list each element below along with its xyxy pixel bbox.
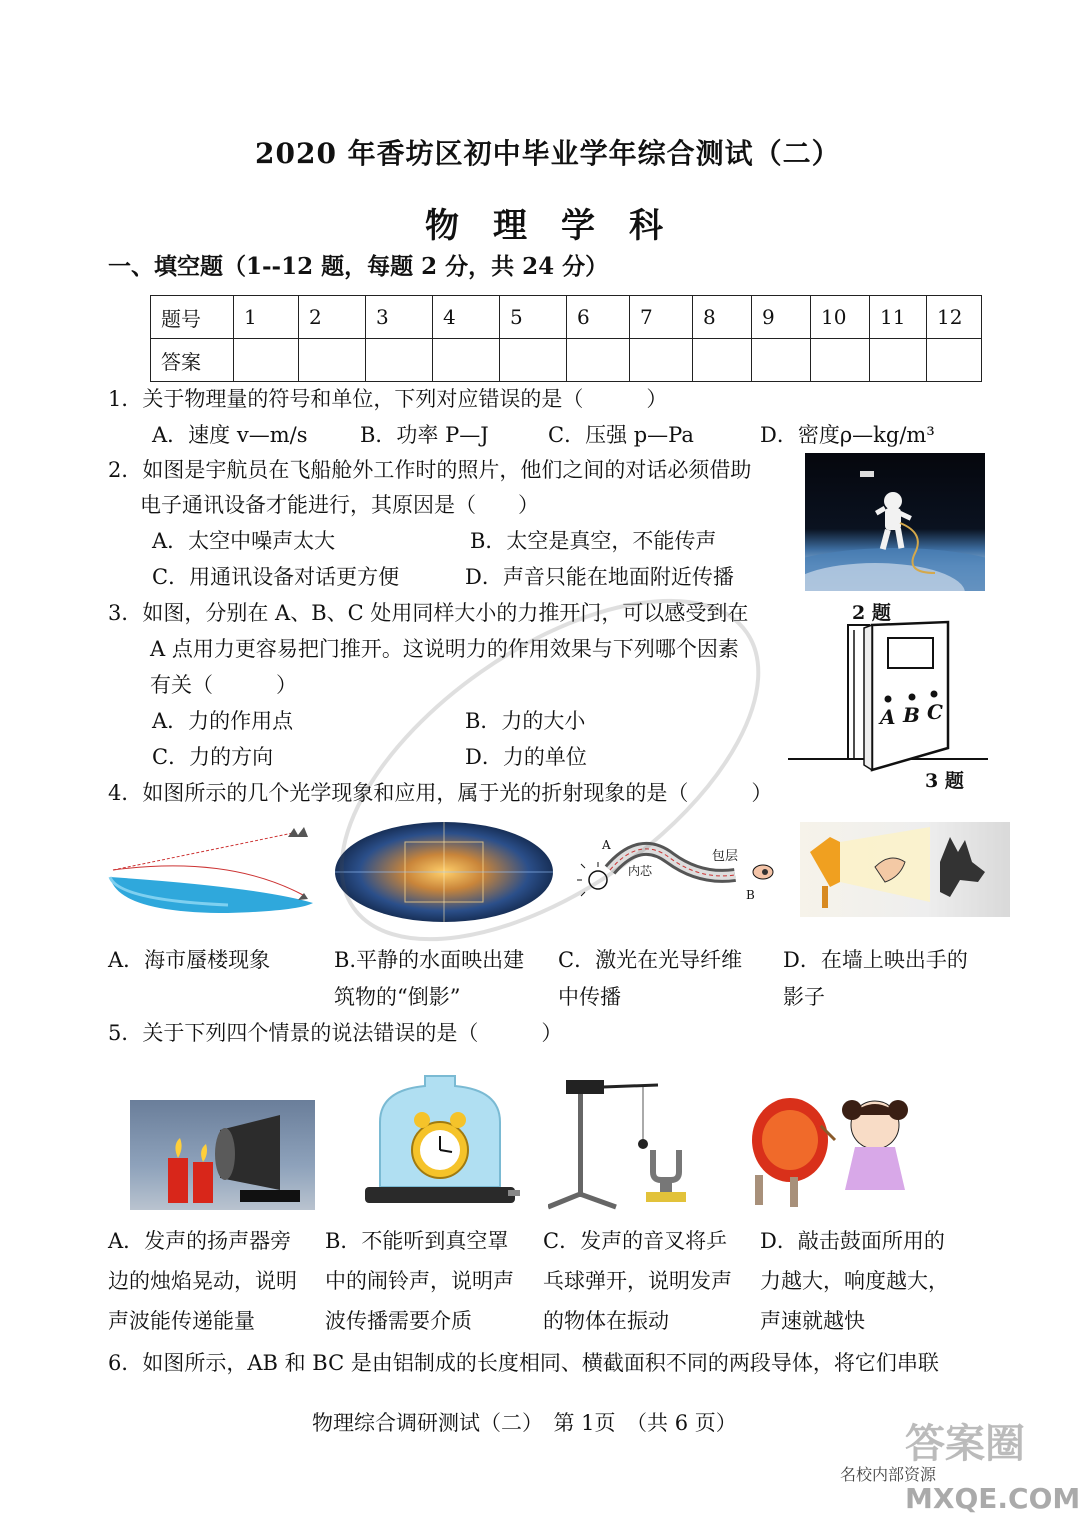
exam-title: 2020 年香坊区初中毕业学年综合测试（二）	[255, 137, 841, 170]
hand-shadow-image	[800, 822, 1010, 917]
table-cell: 2	[299, 296, 366, 339]
q2-option-c: C．用通讯设备对话更方便	[152, 565, 400, 589]
answer-table	[150, 295, 982, 382]
table-cell: 5	[500, 296, 567, 339]
watermark-site: MXQE.COM	[905, 1482, 1080, 1515]
q2-option-d: D．声音只能在地面附近传播	[465, 565, 734, 589]
q4-option-b-line2: 筑物的“倒影”	[334, 985, 461, 1009]
q2-stem-line2: 电子通讯设备才能进行，其原因是（ ）	[140, 493, 539, 517]
table-row	[151, 339, 982, 382]
q5-option-a-line2: 边的烛焰晃动，说明	[108, 1269, 297, 1293]
reflection-image	[335, 822, 553, 922]
q4-option-a: A．海市蜃楼现象	[108, 948, 271, 972]
vacuum-bell-image	[360, 1072, 520, 1212]
answer-cell[interactable]	[234, 339, 299, 382]
row-label: 答案	[151, 339, 234, 382]
q1-option-c: C．压强 p—Pa	[548, 423, 694, 447]
q4-option-d-line1: D．在墙上映出手的	[783, 948, 968, 972]
q3-option-c: C．力的方向	[152, 745, 274, 769]
q2-stem-line1: 2．如图是宇航员在飞船舱外工作时的照片，他们之间的对话必须借助	[108, 458, 752, 482]
answer-cell[interactable]	[752, 339, 811, 382]
answer-cell[interactable]	[567, 339, 630, 382]
q2-figure-label: 2 题	[852, 602, 891, 624]
q5-option-b-line1: B．不能听到真空罩	[325, 1229, 509, 1253]
table-cell: 12	[927, 296, 982, 339]
q1-option-d: D．密度ρ—kg/m³	[760, 423, 935, 447]
fiber-label-outer: 包层	[712, 849, 739, 864]
table-cell: 11	[870, 296, 927, 339]
page-footer: 物理综合调研测试（二） 第 1页 （共 6 页）	[312, 1411, 737, 1435]
q5-option-a-line3: 声波能传递能量	[108, 1309, 255, 1333]
q5-option-a-line1: A．发声的扬声器旁	[108, 1229, 292, 1253]
table-cell: 7	[630, 296, 693, 339]
answer-cell[interactable]	[811, 339, 870, 382]
table-cell: 9	[752, 296, 811, 339]
answer-cell[interactable]	[630, 339, 693, 382]
q4-stem: 4．如图所示的几个光学现象和应用，属于光的折射现象的是（ ）	[108, 781, 773, 805]
q1-stem: 1．关于物理量的符号和单位，下列对应错误的是（ ）	[108, 387, 668, 411]
q5-stem: 5．关于下列四个情景的说法错误的是（ ）	[108, 1021, 563, 1045]
table-cell: 8	[693, 296, 752, 339]
q3-option-d: D．力的单位	[465, 745, 587, 769]
answer-cell[interactable]	[693, 339, 752, 382]
answer-cell[interactable]	[927, 339, 982, 382]
astronaut-photo	[805, 453, 985, 591]
door-point-a: A	[880, 705, 896, 729]
q5-option-d-line3: 声速就越快	[760, 1309, 865, 1333]
drum-girl-image	[735, 1085, 940, 1213]
q5-option-c-line2: 乓球弹开，说明发声	[543, 1269, 732, 1293]
q5-option-d-line2: 力越大，响度越大，	[760, 1269, 949, 1293]
table-cell: 6	[567, 296, 630, 339]
q3-stem-line1: 3．如图，分别在 A、B、C 处用同样大小的力推开门，可以感受到在	[108, 601, 749, 625]
answer-cell[interactable]	[433, 339, 500, 382]
q5-option-c-line1: C．发声的音叉将乒	[543, 1229, 728, 1253]
q4-option-c-line1: C．激光在光导纤维	[558, 948, 743, 972]
answer-cell[interactable]	[299, 339, 366, 382]
q3-stem-line2: A 点用力更容易把门推开。这说明力的作用效果与下列哪个因素	[150, 637, 739, 661]
q5-option-b-line2: 中的闹铃声，说明声	[325, 1269, 514, 1293]
table-cell: 10	[811, 296, 870, 339]
watermark-wechat: 名校内部资源	[840, 1465, 937, 1484]
subject-title: 物 理 学 科	[425, 206, 663, 246]
table-cell: 3	[366, 296, 433, 339]
q2-option-a: A．太空中噪声太大	[152, 529, 336, 553]
answer-cell[interactable]	[500, 339, 567, 382]
q3-option-a: A．力的作用点	[152, 709, 294, 733]
q5-option-c-line3: 的物体在振动	[543, 1309, 669, 1333]
tuning-fork-image	[548, 1072, 718, 1212]
door-point-b: B	[903, 703, 920, 727]
q3-figure-label: 3 题	[925, 770, 964, 792]
fiber-label-a: A	[602, 838, 611, 852]
answer-cell[interactable]	[870, 339, 927, 382]
table-row	[151, 296, 982, 339]
q4-option-c-line2: 中传播	[558, 985, 621, 1009]
table-cell: 1	[234, 296, 299, 339]
answer-cell[interactable]	[366, 339, 433, 382]
door-diagram	[788, 620, 988, 780]
q4-option-d-line2: 影子	[783, 985, 825, 1009]
fiber-label-b: B	[746, 888, 755, 902]
row-label: 题号	[151, 296, 234, 339]
watermark-logo: 答案圈	[905, 1420, 1025, 1467]
speaker-candle-image	[130, 1100, 315, 1210]
q1-option-b: B．功率 P—J	[360, 423, 489, 447]
q3-option-b: B．力的大小	[465, 709, 586, 733]
q1-option-a: A．速度 v—m/s	[152, 423, 308, 447]
door-point-c: C	[927, 700, 943, 724]
q4-option-b-line1: B.平静的水面映出建	[334, 948, 525, 972]
table-cell: 4	[433, 296, 500, 339]
q2-option-b: B．太空是真空，不能传声	[470, 529, 717, 553]
q5-option-b-line3: 波传播需要介质	[325, 1309, 472, 1333]
q3-stem-line3: 有关（ ）	[150, 673, 297, 697]
q5-option-d-line1: D．敲击鼓面所用的	[760, 1229, 945, 1253]
fiber-label-inner: 内芯	[628, 864, 653, 878]
mirage-image	[108, 825, 318, 920]
q6-stem: 6．如图所示，AB 和 BC 是由铝制成的长度相同、横截面积不同的两段导体，将它们串联	[108, 1351, 939, 1375]
section-heading: 一、填空题（1--12 题，每题 2 分，共 24 分）	[108, 253, 609, 280]
